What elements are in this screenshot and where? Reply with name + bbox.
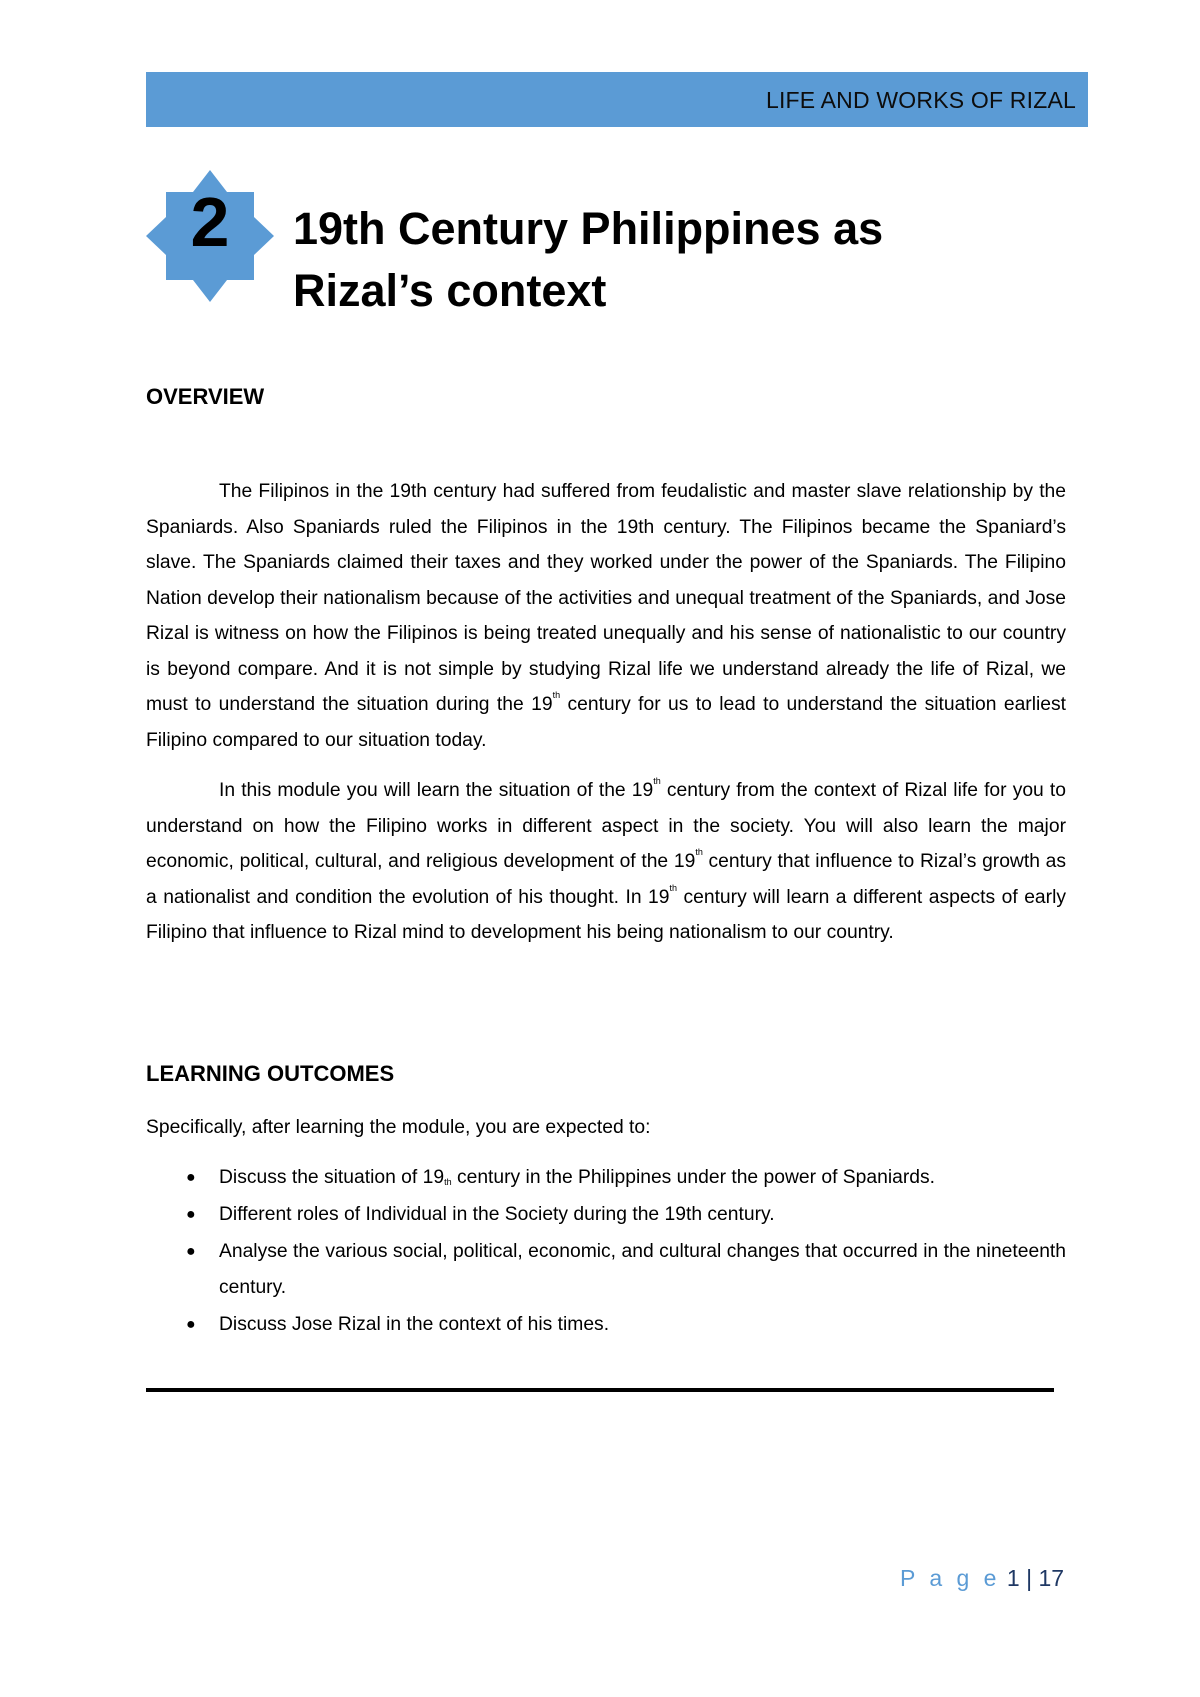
bullet-icon: ●: [186, 1169, 196, 1186]
learning-outcomes-list: [146, 1160, 1066, 1344]
p2-seg1: In this module you will learn the situation of the 19: [219, 780, 654, 801]
page-label: P a g e: [900, 1565, 1001, 1591]
bullet-icon: ●: [186, 1316, 196, 1333]
bullet-icon: ●: [186, 1243, 196, 1260]
page-footer: [900, 1565, 1064, 1592]
list-item: [146, 1197, 1066, 1233]
chapter-title: [293, 198, 1053, 322]
bullet-icon: ●: [186, 1206, 196, 1223]
total-pages: 17: [1038, 1565, 1065, 1591]
section-divider: [146, 1388, 1054, 1392]
list-item: [146, 1160, 1066, 1196]
p2-seg4: century will learn a different aspects of early Filipino that influence to Rizal mind to development his being nationalism to our country.: [146, 886, 1066, 943]
p2-seg2: century from the context of Rizal life for you to understand on how the Filipino works in different aspect in the society. You will also learn the major economic, political, cultural, and religious development of the 19: [146, 780, 1066, 872]
item-text: Discuss the situation of 19: [219, 1167, 445, 1188]
item-text: Discuss Jose Rizal in the context of his times.: [219, 1314, 610, 1335]
p1-text: The Filipinos in the 19th century had suffered from feudalistic and master slave relationship by the Spaniards. Also Spaniards ruled the Filipinos in the 19th century. The Filipinos became the Spaniard’s slave. The Spaniards claimed their taxes and they worked under the power of the Spaniards. The Filipino Nation develop their nationalism because of the activities and unequal treatment of the Spaniards, and Jose Rizal is witness on how the Filipinos is being treated unequally and his sense of nationalistic to our country is beyond compare. And it is not simple by studying Rizal life we understand already the life of Rizal, we must to understand the situation during the 19: [146, 481, 1066, 715]
overview-heading: OVERVIEW: [146, 384, 265, 409]
p1-tail: century for us to lead to understand the situation earliest Filipino compared to our situation today.: [146, 694, 1066, 751]
p2-sup3: th: [669, 882, 678, 893]
header-bar: [146, 72, 1088, 127]
list-item: [146, 1307, 1066, 1343]
overview-paragraph-1: [146, 474, 1066, 758]
header-title: LIFE AND WORKS OF RIZAL: [765, 87, 1076, 113]
page-separator: |: [1026, 1565, 1033, 1591]
item-sup: th: [444, 1177, 452, 1187]
item-text-tail: century in the Philippines under the power of Spaniards.: [451, 1167, 935, 1188]
item-text: Analyse the various social, political, economic, and cultural changes that occurred in the nineteenth century.: [219, 1241, 1066, 1298]
p2-sup2: th: [695, 847, 703, 857]
p2-sup1: th: [653, 776, 661, 786]
chapter-number: 2: [190, 183, 230, 261]
overview-paragraph-2: [146, 773, 1066, 951]
learning-outcomes-heading: LEARNING OUTCOMES: [146, 1061, 395, 1086]
p1-sup: th: [552, 690, 561, 700]
learning-outcomes-intro: Specifically, after learning the module, you are expected to:: [146, 1117, 651, 1138]
chapter-title-line1: 19th Century Philippines as: [293, 203, 884, 254]
item-text: Different roles of Individual in the Society during the 19th century.: [219, 1204, 775, 1225]
page-number: 1: [1006, 1565, 1020, 1591]
chapter-title-line2: Rizal’s context: [293, 265, 607, 316]
list-item: [146, 1234, 1066, 1306]
p2-seg3: century that influence to Rizal’s growth as a nationalist and condition the evolution of his thought. In 19: [146, 851, 1066, 908]
chapter-badge: [146, 170, 274, 302]
